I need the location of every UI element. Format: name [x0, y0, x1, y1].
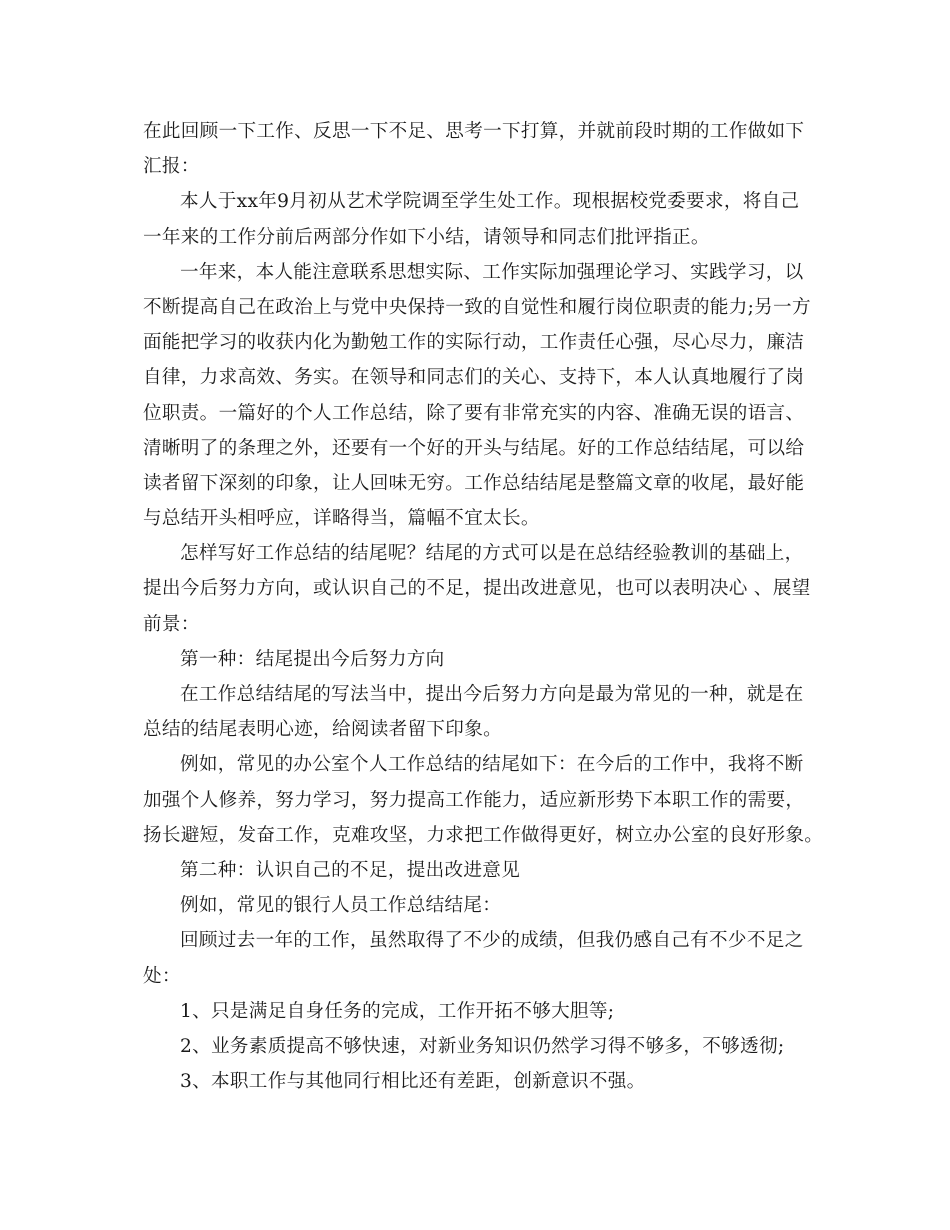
text-line: 提出今后努力方向，或认识自己的不足，提出改进意见，也可以表明决心 、展望 — [143, 578, 811, 600]
text-line: 3、本职工作与其他同行相比还有差距，创新意识不强。 — [180, 1071, 646, 1093]
text-line: 总结的结尾表明心迹，给阅读者留下印象。 — [143, 719, 502, 741]
text-line: 例如，常见的银行人员工作总结结尾： — [180, 895, 502, 917]
document-body — [143, 114, 824, 1099]
text-line: 回顾过去一年的工作，虽然取得了不少的成绩，但我仍感自己有不少不足之 — [180, 930, 804, 952]
text-line: 自律，力求高效、务实。在领导和同志们的关心、支持下，本人认真地履行了岗 — [143, 367, 805, 389]
text-line: 不断提高自己在政治上与党中央保持一致的自觉性和履行岗位职责的能力;另一方 — [143, 296, 811, 318]
text-line: 位职责。一篇好的个人工作总结，除了要有非常充实的内容、准确无误的语言、 — [143, 402, 805, 424]
text-line: 扬长避短，发奋工作，克难攻坚，力求把工作做得更好，树立办公室的良好形象。 — [143, 824, 824, 846]
text-line: 第一种：结尾提出今后努力方向 — [180, 648, 445, 670]
text-line: 第二种：认识自己的不足，提出改进意见 — [180, 859, 521, 881]
text-line: 1、只是满足自身任务的完成，工作开拓不够大胆等; — [180, 1000, 615, 1022]
text-line: 加强个人修养，努力学习，努力提高工作能力，适应新形势下本职工作的需要， — [143, 789, 805, 811]
text-line: 一年来，本人能注意联系思想实际、工作实际加强理论学习、实践学习，以 — [180, 261, 804, 283]
text-line: 前景： — [143, 613, 200, 635]
text-line: 处： — [143, 965, 181, 987]
text-line: 2、业务素质提高不够快速，对新业务知识仍然学习得不够多，不够透彻; — [180, 1035, 785, 1057]
text-line: 例如，常见的办公室个人工作总结的结尾如下：在今后的工作中，我将不断 — [180, 754, 804, 776]
text-line: 读者留下深刻的印象，让人回味无穷。工作总结结尾是整篇文章的收尾，最好能 — [143, 472, 805, 494]
text-line: 一年来的工作分前后两部分作如下小结，请领导和同志们批评指正。 — [143, 226, 710, 248]
text-line: 与总结开头相呼应，详略得当，篇幅不宜太长。 — [143, 508, 540, 530]
text-line: 面能把学习的收获内化为勤勉工作的实际行动，工作责任心强，尽心尽力，廉洁 — [143, 332, 805, 354]
text-line: 在工作总结结尾的写法当中，提出今后努力方向是最为常见的一种，就是在 — [180, 684, 804, 705]
text-line: 清晰明了的条理之外，还要有一个好的开头与结尾。好的工作总结结尾，可以给 — [143, 437, 805, 459]
text-line: 本人于xx年9月初从艺术学院调至学生处工作。现根据校党委要求，将自己 — [180, 191, 800, 213]
text-line: 在此回顾一下工作、反思一下不足、思考一下打算，并就前段时期的工作做如下 — [143, 121, 805, 142]
text-line: 怎样写好工作总结的结尾呢？结尾的方式可以是在总结经验教训的基础上， — [180, 543, 804, 565]
text-line: 汇报： — [143, 156, 200, 178]
